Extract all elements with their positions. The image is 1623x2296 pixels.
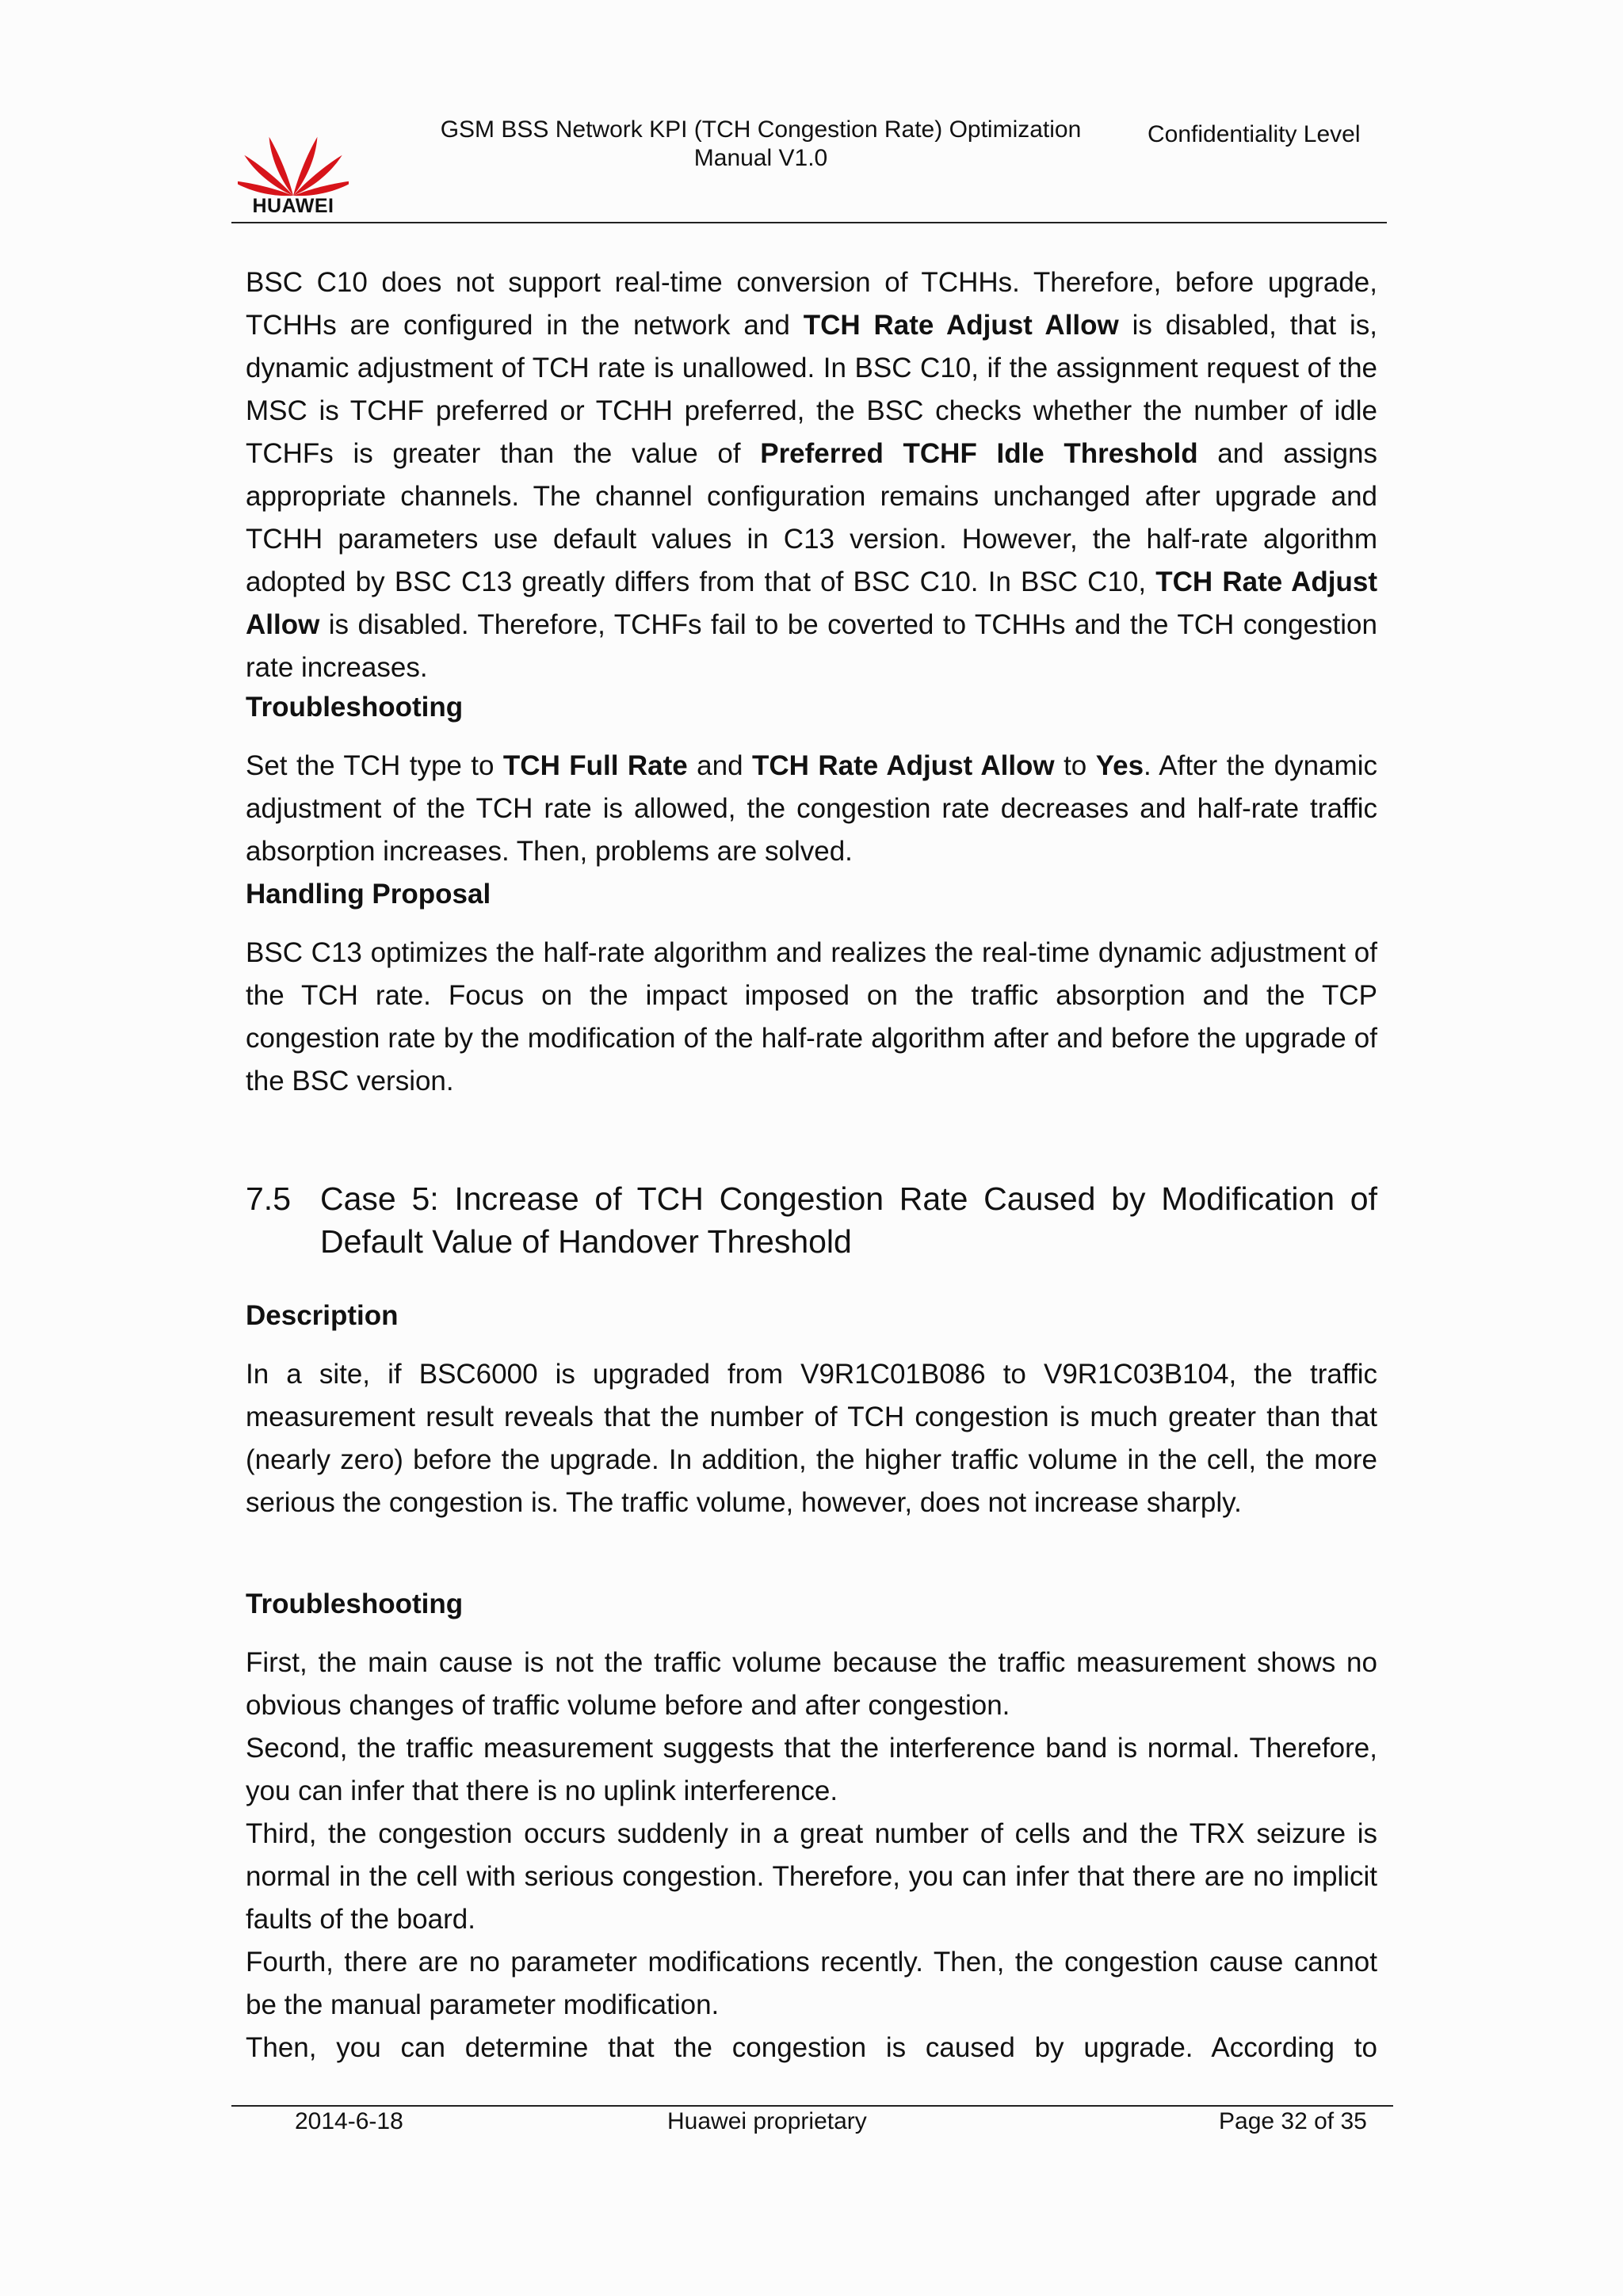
- section-title: Case 5: Increase of TCH Congestion Rate Caused by Modification of Default Value of Handover Threshold: [320, 1180, 1377, 1260]
- footer-divider: [231, 2105, 1393, 2107]
- text-run: . After the dynamic adjustment of the TCH rate is allowed, the congestion rate decreases and half-rate traffic absorption increases. Then, problems are solved.: [246, 750, 1377, 867]
- paragraph-first: First, the main cause is not the traffic volume because the traffic measurement shows no obvious changes of traffic volume before and after congestion.: [246, 1647, 1377, 1721]
- text-run: BSC C10 does not support real-time conversion of TCHHs. Therefore, before upgrade, TCHHs are configured in the network and: [246, 267, 1377, 341]
- footer-date: 2014-6-18: [295, 2108, 403, 2134]
- paragraph-third: Third, the congestion occurs suddenly in a great number of cells and the TRX seizure is normal in the cell with serious congestion. Therefore, you can infer that there are no implicit faults of the board.: [246, 1818, 1377, 1935]
- text-run: to: [1054, 750, 1096, 781]
- section-number: 7.5: [246, 1180, 291, 1217]
- heading-troubleshooting: Troubleshooting: [246, 692, 464, 723]
- footer-page-number: Page 32 of 35: [1219, 2108, 1367, 2134]
- paragraph-bsc-c13: BSC C13 optimizes the half-rate algorithm and realizes the real-time dynamic adjustment of the TCH rate. Focus on the impact imposed on the traffic absorption and the TCP congestion rate by the modification of the half-rate algorithm after and before the upgrade of the BSC version.: [246, 937, 1377, 1097]
- text-run: is disabled. Therefore, TCHFs fail to be coverted to TCHHs and the TCH congestion rate increases.: [246, 609, 1377, 683]
- heading-troubleshooting-2: Troubleshooting: [246, 1589, 464, 1619]
- heading-handling-proposal: Handling Proposal: [246, 879, 491, 910]
- text-run: Set the TCH type to: [246, 750, 503, 781]
- text-run: and: [687, 750, 752, 781]
- bold-term: TCH Rate Adjust Allow: [803, 310, 1119, 341]
- footer-proprietary: Huawei proprietary: [667, 2108, 867, 2134]
- heading-description: Description: [246, 1300, 399, 1331]
- bold-term: TCH Full Rate: [502, 750, 688, 781]
- paragraph-then: Then, you can determine that the congestion is caused by upgrade. According to: [246, 2032, 1377, 2063]
- paragraph-set-tch-type: [246, 745, 1377, 873]
- bold-term: Preferred TCHF Idle Threshold: [760, 438, 1198, 469]
- paragraph-fourth: Fourth, there are no parameter modifications recently. Then, the congestion cause cannot be the manual parameter modification.: [246, 1947, 1377, 2020]
- confidentiality-level: Confidentiality Level: [1148, 121, 1361, 147]
- paragraph-second: Second, the traffic measurement suggests that the interference band is normal. Therefore, you can infer that there is no uplink interference.: [246, 1733, 1377, 1806]
- bold-term: TCH Rate Adjust Allow: [246, 566, 1377, 640]
- header-divider: [231, 222, 1387, 223]
- bold-term: TCH Rate Adjust Allow: [752, 750, 1055, 781]
- paragraph-bsc-c10: [246, 261, 1377, 689]
- bold-term: Yes: [1095, 750, 1144, 781]
- document-title: GSM BSS Network KPI (TCH Congestion Rate) Optimization Manual V1.0: [440, 116, 1082, 171]
- text-run: is disabled, that is, dynamic adjustment of TCH rate is unallowed. In BSC C10, if the assignment request of the MSC is TCHF preferred or TCHH preferred, the BSC checks whether the number of idle TCHFs is greater than the value of: [246, 310, 1378, 469]
- text-run: and assigns appropriate channels. The channel configuration remains unchanged after upgrade and TCHH parameters use default values in C13 version. However, the half-rate algorithm adopted by BSC C13 greatly differs from that of BSC C10. In BSC C10,: [246, 438, 1377, 597]
- paragraph-description: In a site, if BSC6000 is upgraded from V9R1C01B086 to V9R1C03B104, the traffic measurement result reveals that the number of TCH congestion is much greater than that (nearly zero) before the upgrade. In addition, the higher traffic volume in the cell, the more serious the congestion is. The traffic volume, however, does not increase sharply.: [246, 1359, 1377, 1518]
- logo-text: HUAWEI: [252, 195, 334, 217]
